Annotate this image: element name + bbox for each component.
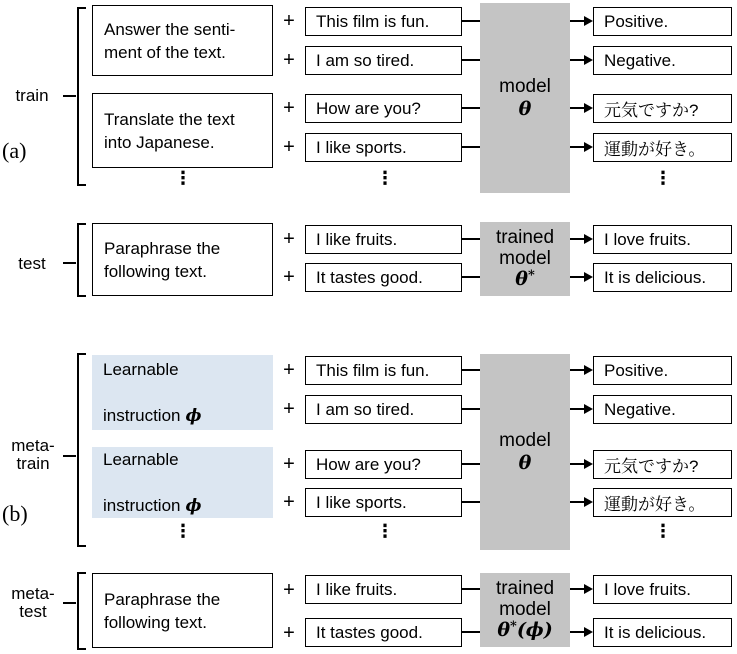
output-box (593, 618, 732, 647)
connector-line (462, 369, 481, 371)
plus-sign: + (283, 359, 295, 381)
model-symbol-line (519, 98, 532, 121)
arrow-line (570, 238, 585, 240)
arrow-line (570, 20, 585, 22)
arrowhead-icon (584, 627, 593, 637)
output-text: Negative. (604, 399, 676, 419)
phi-symbol: ϕ (185, 405, 202, 426)
connector-line (462, 107, 481, 109)
output-box (593, 225, 732, 254)
ellipsis-dots: ⋮ (654, 521, 672, 541)
plus-sign: + (283, 136, 295, 158)
meta-test-label-tick (63, 602, 76, 604)
plus-sign: + (283, 579, 295, 601)
output-box (593, 450, 732, 479)
ellipsis-dots: ⋮ (376, 168, 394, 188)
input-box (305, 395, 462, 424)
model-box-label: trained (495, 577, 555, 599)
connector-line (462, 59, 481, 61)
input-text: It tastes good. (316, 267, 423, 287)
phi-argument: (ϕ) (516, 618, 553, 641)
output-box (593, 46, 732, 75)
output-text: 元気ですか? (604, 457, 699, 476)
plus-sign: + (283, 398, 295, 420)
input-box (305, 575, 462, 604)
trained-model-box (480, 573, 570, 647)
input-text: It tastes good. (316, 622, 423, 642)
plus-sign: + (283, 10, 295, 32)
arrowhead-icon (584, 234, 593, 244)
train-label-tick (63, 95, 76, 97)
input-text: This film is fun. (316, 360, 430, 380)
meta-train-bracket (77, 353, 86, 547)
learnable-instruction-box (92, 447, 273, 518)
model-box (480, 354, 570, 550)
output-text: 運動が好き。 (604, 495, 706, 514)
learnable-instruction-box (92, 355, 273, 430)
plus-sign: + (283, 491, 295, 513)
input-text: I am so tired. (316, 50, 415, 70)
output-box (593, 575, 732, 604)
meta-test-label: meta- test (11, 584, 55, 621)
arrow-line (570, 369, 585, 371)
panel-b-tag: (b) (2, 501, 28, 526)
instruction-box (92, 5, 273, 76)
meta-train-label: meta- train (11, 436, 55, 473)
ellipsis-dots: ⋮ (654, 168, 672, 188)
meta-train-label-tick (63, 455, 76, 457)
connector-line (462, 463, 481, 465)
arrow-line (570, 463, 585, 465)
output-box (593, 488, 732, 517)
input-box (305, 133, 462, 162)
connector-line (462, 146, 481, 148)
arrowhead-icon (584, 142, 593, 152)
theta-symbol: θ (518, 97, 532, 120)
input-box (305, 450, 462, 479)
panel-a-tag: (a) (2, 138, 27, 163)
arrowhead-icon (584, 459, 593, 469)
output-text: It is delicious. (604, 622, 707, 642)
arrow-line (570, 588, 585, 590)
output-text: Positive. (604, 360, 669, 380)
model-symbol-line (519, 452, 532, 475)
connector-line (462, 501, 481, 503)
arrow-line (570, 276, 585, 278)
instruction-text: Paraphrase the following text. (104, 238, 221, 281)
input-text: How are you? (316, 454, 421, 474)
plus-sign: + (283, 453, 295, 475)
train-label: train (15, 86, 49, 105)
ellipsis-dots: ⋮ (174, 521, 192, 541)
model-box-label: model (499, 598, 551, 620)
output-text: It is delicious. (604, 267, 707, 287)
connector-line (462, 408, 481, 410)
input-box (305, 356, 462, 385)
output-box (593, 133, 732, 162)
input-text: How are you? (316, 98, 421, 118)
arrowhead-icon (584, 404, 593, 414)
arrow-line (570, 501, 585, 503)
instruction-box (92, 223, 273, 296)
connector-line (462, 20, 481, 22)
input-text: I like fruits. (316, 229, 398, 249)
input-text: I like fruits. (316, 579, 398, 599)
arrowhead-icon (584, 272, 593, 282)
learnable-instruction-text: Learnable instruction ϕ (103, 359, 202, 426)
instruction-text: Paraphrase the following text. (104, 589, 221, 632)
arrowhead-icon (584, 103, 593, 113)
test-bracket (77, 223, 86, 297)
instruction-text: Answer the senti- ment of the text. (104, 19, 236, 62)
input-box (305, 94, 462, 123)
plus-sign: + (283, 97, 295, 119)
output-box (593, 356, 732, 385)
model-symbol-line (515, 269, 535, 292)
train-bracket (77, 7, 86, 186)
theta-symbol: θ (518, 451, 532, 474)
output-text: I love fruits. (604, 229, 691, 249)
input-text: I like sports. (316, 137, 407, 157)
input-box (305, 618, 462, 647)
test-label: test (18, 254, 46, 273)
phi-symbol: ϕ (185, 495, 202, 516)
input-box (305, 263, 462, 292)
connector-line (462, 631, 481, 633)
plus-sign: + (283, 622, 295, 644)
plus-sign: + (283, 266, 295, 288)
input-text: This film is fun. (316, 11, 430, 31)
output-box (593, 395, 732, 424)
plus-sign: + (283, 49, 295, 71)
meta-test-bracket (77, 572, 86, 650)
arrow-line (570, 59, 585, 61)
arrow-line (570, 631, 585, 633)
output-box (593, 94, 732, 123)
output-text: 運動が好き。 (604, 140, 706, 159)
instruction-text: Translate the text into Japanese. (104, 109, 235, 152)
superscript-star: * (527, 267, 535, 283)
arrowhead-icon (584, 365, 593, 375)
output-box (593, 263, 732, 292)
output-box (593, 7, 732, 36)
learnable-instruction-text: Learnable instruction ϕ (103, 449, 202, 516)
input-text: I am so tired. (316, 399, 415, 419)
superscript-star: * (510, 618, 517, 634)
connector-line (462, 588, 481, 590)
theta-symbol: θ (497, 618, 510, 641)
model-box-label: trained (495, 226, 555, 248)
arrowhead-icon (584, 55, 593, 65)
model-box-label: model (499, 429, 551, 451)
connector-line (462, 238, 481, 240)
arrow-line (570, 146, 585, 148)
model-box-label: model (499, 75, 551, 97)
output-text: 元気ですか? (604, 101, 699, 120)
arrow-line (570, 408, 585, 410)
output-text: Positive. (604, 11, 669, 31)
input-box (305, 488, 462, 517)
connector-line (462, 276, 481, 278)
input-text: I like sports. (316, 492, 407, 512)
input-box (305, 7, 462, 36)
instruction-box (92, 93, 273, 168)
test-label-tick (63, 262, 76, 264)
arrow-line (570, 107, 585, 109)
arrowhead-icon (584, 584, 593, 594)
arrowhead-icon (584, 497, 593, 507)
output-text: Negative. (604, 50, 676, 70)
input-box (305, 225, 462, 254)
ellipsis-dots: ⋮ (174, 168, 192, 188)
instruction-box (92, 573, 273, 648)
ellipsis-dots: ⋮ (376, 521, 394, 541)
trained-model-box (480, 222, 570, 296)
model-box (480, 3, 570, 193)
plus-sign: + (283, 228, 295, 250)
model-box-label: model (499, 247, 551, 269)
output-text: I love fruits. (604, 579, 691, 599)
model-symbol-line (497, 620, 552, 643)
arrowhead-icon (584, 16, 593, 26)
input-box (305, 46, 462, 75)
theta-symbol: θ (515, 267, 528, 290)
